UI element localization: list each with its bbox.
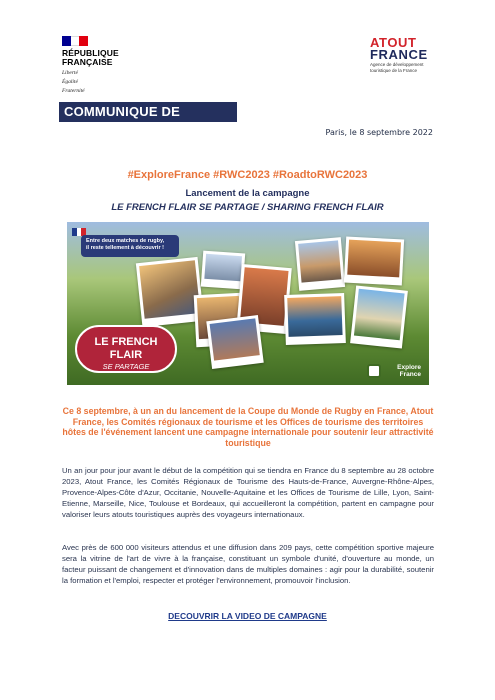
hashtags: #ExploreFrance #RWC2023 #RoadtoRWC2023 [127,169,368,181]
campaign-hero-image [67,222,429,385]
france-word: FRANCE [370,47,428,62]
atout-word: ATOUT [370,35,417,50]
french-flair-badge [75,325,177,373]
badge-line-1: LE FRENCH FLAIR [94,336,158,361]
speech-bubble [81,235,179,257]
body-paragraph-1: Un an jour pour jour avant le début de la compétition qui se tiendra en France du 8 septembre au 28 octobre 2023, Atout France, les Comités Régionaux de Tourisme des Hauts-de-France, Auvergne-Rhône-Alpes, Provence-Alpes-Côte d'Azur, Occitanie, Nouvelle-Aquitaine et les Offices de Tourisme de Lille, Lyon, Saint-Etienne, Marseille, Nice, Toulouse et Bordeaux, qui accueilleront la compétition, partent en campagne pour valoriser leurs atouts touristiques auprès des voyageurs internationaux. [62,466,434,519]
republique-line: RÉPUBLIQUE [62,48,119,58]
republique-francaise-logo [62,36,132,94]
release-date: Paris, le 8 septembre 2022 [325,128,433,137]
bubble-line-1: Entre deux matches de rugby, [86,238,165,244]
campaign-title: LE FRENCH FLAIR SE PARTAGE / SHARING FRENCH FLAIR [111,202,384,213]
france-word-small: France [399,371,421,378]
campaign-video-link[interactable]: DECOUVRIR LA VIDEO DE CAMPAGNE [168,611,327,621]
lead-paragraph: Ce 8 septembre, à un an du lancement de la Coupe du Monde de Rugby en France, Atout France, les Comités régionaux de tourisme et les Offices de tourisme des territoires hôtes de l'événement lancent une campagne internationale pour soutenir leur attractivité touristique [62,406,434,448]
postcard-photo [284,293,346,345]
atout-tagline-2: touristique de la France [370,68,418,73]
explore-word: Explore [397,364,421,371]
body-paragraph-2: Avec près de 600 000 visiteurs attendus et une diffusion dans 209 pays, cette compétition sportive majeure sera la vitrine de l'art de vivre à la française, constituant un symbole d'unité, d'ouverture au monde, un facteur puissant de changement et d'innovation dans de multiples domaines : agir pour la durabilité, soutenir la formation et l'emploi, respecter et protéger l'environnement, promouvoir l'inclusion. [62,543,434,585]
marianne-flag-icon [62,36,88,46]
postcard-photo [295,237,345,291]
motto-liberte: Liberté [62,70,78,76]
postcard-photo [350,285,408,348]
bubble-line-2: il reste tellement à découvrir ! [86,245,164,251]
postcard-photo [344,237,404,286]
motto-egalite: Égalité [62,79,78,85]
motto-fraternite: Fraternité [62,88,85,94]
press-release-banner: COMMUNIQUE DE PRESSE [59,102,237,122]
atout-tagline-1: Agence de développement [370,62,424,67]
explore-france-logo [397,364,421,378]
postcard-photo [201,251,245,290]
francaise-line: FRANÇAISE [62,57,113,67]
badge-line-2: SE PARTAGE [102,362,150,371]
launch-title: Lancement de la campagne [185,188,310,199]
postcard-photo [206,315,263,369]
rugby-icon [367,364,381,378]
atout-france-logo [370,37,442,73]
